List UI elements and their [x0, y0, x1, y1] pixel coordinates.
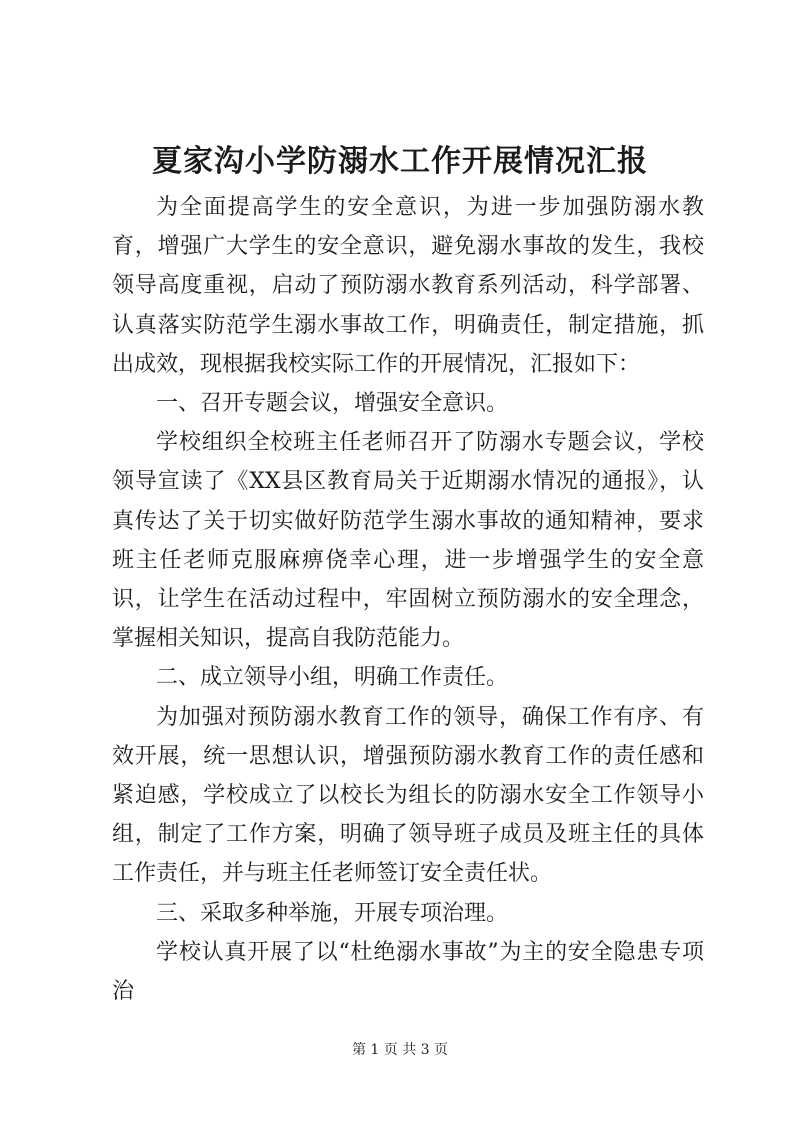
document-title: 夏家沟小学防溺水工作开展情况汇报: [152, 144, 648, 179]
section-heading-3: 三、采取多种举施，开展专项治理。: [156, 900, 509, 926]
paragraph-section-1: 学校组织全校班主任老师召开了防溺水专题会议，学校领导宣读了《XX县区教育局关于近期溺水情况的通报》，认真传达了关于切实做好防范学生溺水事故的通知精神，要求班主任老师克服麻痹侥幸心理，进一步增强学生的安全意识，让学生在活动过程中，牢固树立预防溺水的安全理念，掌握相关知识，提高自我防范能力。: [112, 430, 704, 652]
section-heading-2: 二、成立领导小组，明确工作责任。: [156, 665, 509, 691]
paragraph-section-3: 学校认真开展了以“杜绝溺水事故”为主的安全隐患专项治: [112, 939, 704, 1005]
page-footer: 第 1 页 共 3 页: [351, 1042, 449, 1058]
section-heading-1: 一、召开专题会议，增强安全意识。: [156, 391, 509, 417]
paragraph-section-2: 为加强对预防溺水教育工作的领导，确保工作有序、有效开展，统一思想认识，增强预防溺水教育工作的责任感和紧迫感，学校成立了以校长为组长的防溺水安全工作领导小组，制定了工作方案，明确了领导班子成员及班主任的具体工作责任，并与班主任老师签订安全责任状。: [112, 704, 704, 887]
paragraph-intro: 为全面提高学生的安全意识，为进一步加强防溺水教育，增强广大学生的安全意识，避免溺水事故的发生，我校领导高度重视，启动了预防溺水教育系列活动，科学部署、认真落实防范学生溺水事故工作，明确责任，制定措施，抓出成效，现根据我校实际工作的开展情况，汇报如下：: [112, 195, 704, 377]
document-body: [112, 188, 704, 1011]
